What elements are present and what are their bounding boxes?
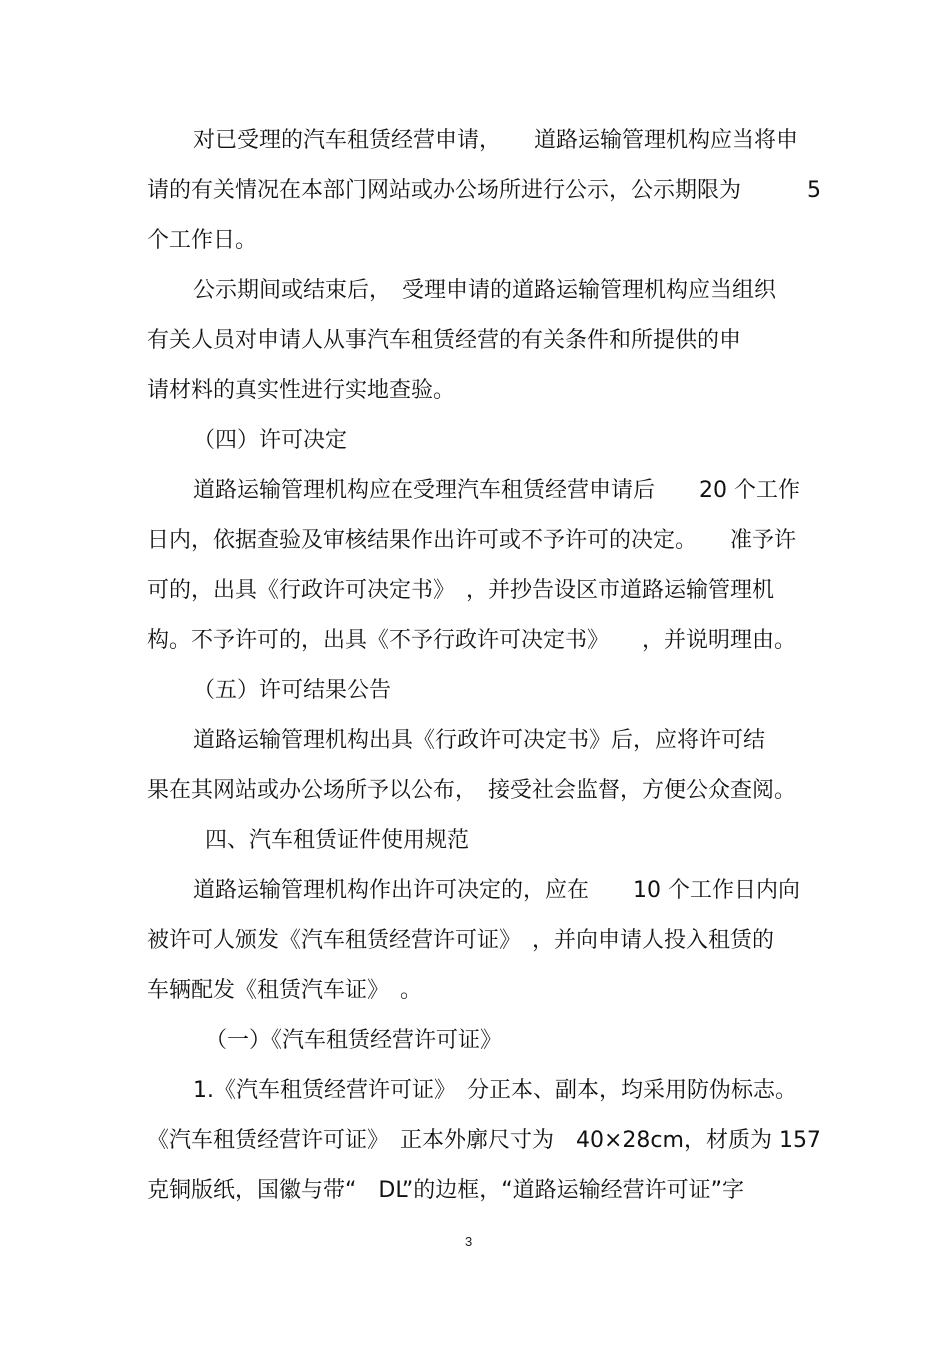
text-line: 1.《汽车租赁经营许可证》 分正本、副本，均采用防伪标志。 bbox=[193, 1078, 797, 1103]
text-line: 果在其网站或办公场所予以公布， 接受社会监督，方便公众查阅。 bbox=[147, 778, 797, 803]
section-heading: （四）许可决定 bbox=[193, 428, 348, 453]
text-line: 请的有关情况在本部门网站或办公场所进行公示，公示期限为 5 bbox=[147, 178, 821, 203]
text-line: 道路运输管理机构出具《行政许可决定书》后，应将许可结 bbox=[193, 728, 766, 753]
text-line: 克铜版纸，国徽与带“ DL”的边框，“道路运输经营许可证”字 bbox=[147, 1178, 745, 1203]
section-heading: （一）《汽车租赁经营许可证》 bbox=[205, 1028, 503, 1053]
text-line: 道路运输管理机构作出许可决定的，应在 10 个工作日内向 bbox=[193, 878, 800, 903]
section-heading: （五）许可结果公告 bbox=[193, 678, 392, 703]
text-line: 《汽车租赁经营许可证》 正本外廓尺寸为 40×28cm，材质为 157 bbox=[147, 1128, 821, 1153]
text-line: 公示期间或结束后， 受理申请的道路运输管理机构应当组织 bbox=[193, 278, 777, 303]
text-line: 可的，出具《行政许可决定书》 ，并抄告设区市道路运输管理机 bbox=[147, 578, 775, 603]
text-line: 个工作日。 bbox=[147, 228, 258, 253]
text-line: 对已受理的汽车租赁经营申请， 道路运输管理机构应当将申 bbox=[193, 128, 799, 153]
page-number: 3 bbox=[465, 1234, 473, 1249]
text-line: 道路运输管理机构应在受理汽车租赁经营申请后 20 个工作 bbox=[193, 478, 800, 503]
text-line: 日内，依据查验及审核结果作出许可或不予许可的决定。 准予许 bbox=[147, 528, 797, 553]
text-line: 构。不予许可的，出具《不予行政许可决定书》 ，并说明理由。 bbox=[147, 628, 797, 653]
section-heading: 四、汽车租赁证件使用规范 bbox=[205, 828, 470, 853]
text-line: 请材料的真实性进行实地查验。 bbox=[147, 378, 456, 403]
text-line: 车辆配发《租赁汽车证》 。 bbox=[147, 978, 423, 1003]
text-line: 被许可人颁发《汽车租赁经营许可证》 ，并向申请人投入租赁的 bbox=[147, 928, 775, 953]
text-line: 有关人员对申请人从事汽车租赁经营的有关条件和所提供的申 bbox=[147, 328, 742, 353]
